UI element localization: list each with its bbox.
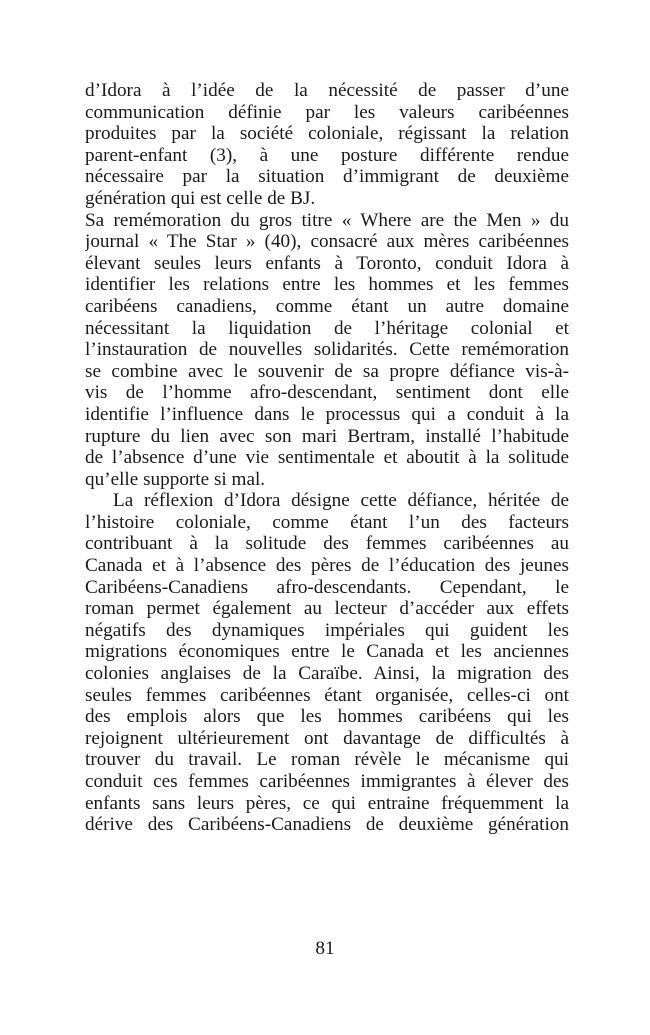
text-line: conduit ces femmes caribéennes immigrantes à élever des [85,771,569,792]
text-line: La réflexion d’Idora désigne cette défiance, héritée de [113,490,569,512]
text-line: rupture du lien avec son mari Bertram, installé l’habitude [85,425,569,447]
text-line: contribuant à la solitude des femmes caribéennes au [85,533,569,555]
text-line: roman permet également au lecteur d’accéder aux effets [85,598,569,620]
text-line: Sa remémoration du gros titre « Where are the Men » du [85,209,569,231]
paragraph-1 [85,80,569,210]
paragraph-2 [85,210,569,491]
paragraph-3 [85,490,569,836]
text-line: nécessaire par la situation d’immigrant de deuxième [85,166,569,188]
text-line: de l’absence d’une vie sentimentale et aboutit à la solitude [85,447,569,469]
text-line: trouver du travail. Le roman révèle le mécanisme qui [85,749,569,771]
text-line: élevant seules leurs enfants à Toronto, conduit Idora à [85,252,569,274]
text-line: l’instauration de nouvelles solidarités. Cette remémoration [85,339,569,361]
text-line: migrations économiques entre le Canada et les anciennes [85,641,569,663]
text-line: identifie l’influence dans le processus qui a conduit à la [85,403,569,425]
text-line: identifier les relations entre les hommes et les femmes [85,274,569,296]
text-line: dérive des Caribéens-Canadiens de deuxième génération [85,814,569,836]
text-line: parent-enfant (3), à une posture différente rendue [85,144,569,166]
text-line: des emplois alors que les hommes caribéens qui les [85,706,569,728]
text-line: journal « The Star » (40), consacré aux mères caribéennes [85,231,569,253]
text-line: négatifs des dynamiques impériales qui guident les [85,619,569,641]
text-line: communication définie par les valeurs caribéennes [85,101,569,123]
text-line: seules femmes caribéennes étant organisée, celles-ci ont [85,684,569,706]
text-line: Caribéens-Canadiens afro-descendants. Cependant, le [85,576,569,598]
text-line: d’Idora à l’idée de la nécessité de passer d’une [85,80,569,101]
text-line: produites par la société coloniale, régissant la relation [85,123,569,145]
text-line: se combine avec le souvenir de sa propre défiance vis-à- [85,360,569,382]
text-line: colonies anglaises de la Caraïbe. Ainsi, la migration des [85,663,569,685]
page-number: 81 [315,938,335,959]
body-text [85,80,569,836]
text-line: génération qui est celle de BJ. [85,187,316,209]
text-line: vis de l’homme afro-descendant, sentiment dont elle [85,382,569,404]
text-line: caribéens canadiens, comme étant un autre domaine [85,295,569,317]
text-line: qu’elle supporte si mal. [85,468,266,490]
text-line: l’histoire coloniale, comme étant l’un des facteurs [85,511,569,533]
text-line: Canada et à l’absence des pères de l’éducation des jeunes [85,555,569,577]
text-line: enfants sans leurs pères, ce qui entraine fréquemment la [85,792,569,814]
text-line: nécessitant la liquidation de l’héritage colonial et [85,317,569,339]
text-line: rejoignent ultérieurement ont davantage de difficultés à [85,727,569,749]
